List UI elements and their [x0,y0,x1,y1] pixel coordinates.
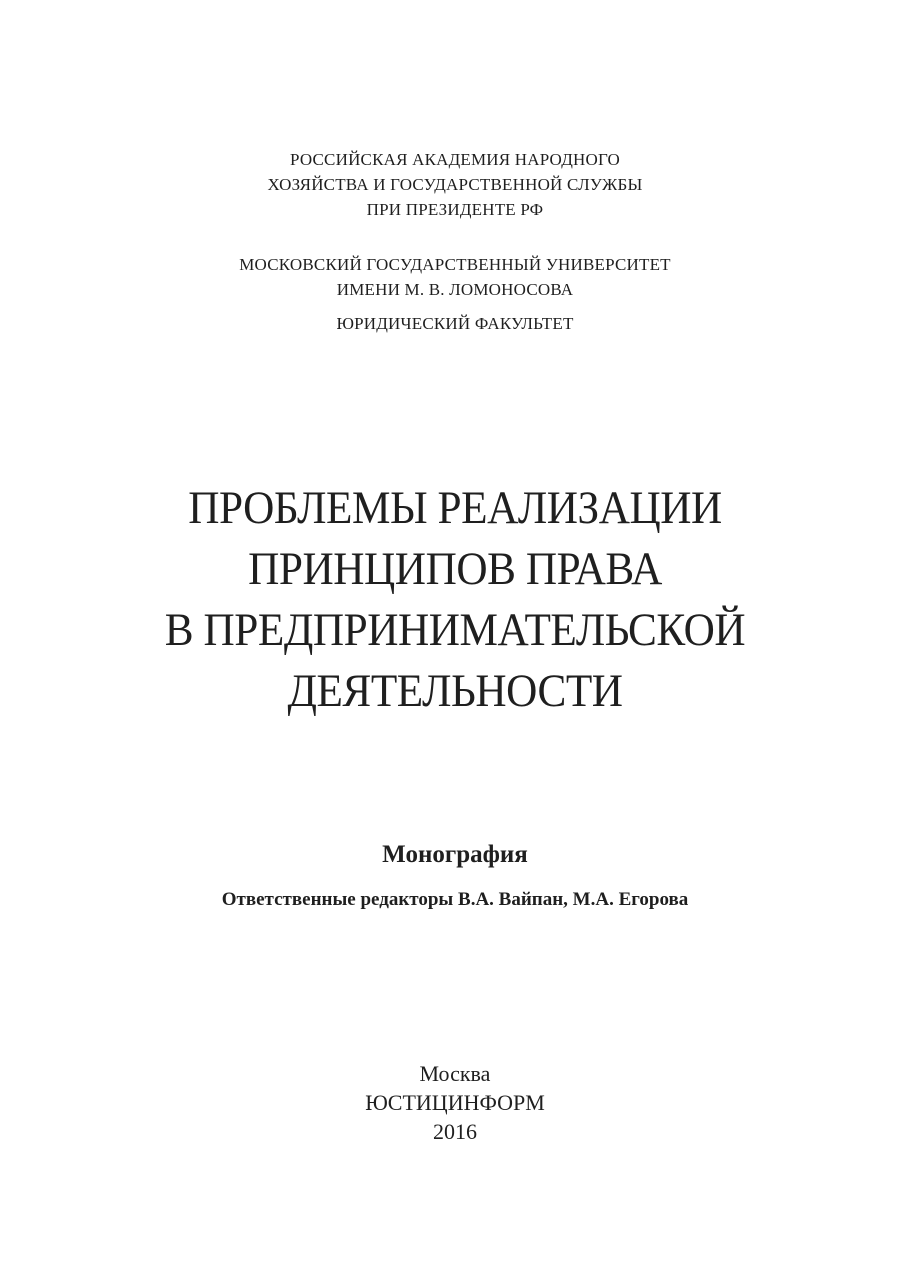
publication-year: 2016 [433,1119,477,1144]
faculty [0,311,910,336]
book-title-line-2: ПРИНЦИПОВ ПРАВА [248,543,662,595]
book-title-line-3: В ПРЕДПРИНИМАТЕЛЬСКОЙ [164,604,746,656]
editors-line: Ответственные редакторы В.А. Вайпан, М.А. Егорова [221,889,689,910]
faculty-name: ЮРИДИЧЕСКИЙ ФАКУЛЬТЕТ [336,314,574,333]
institution-academy [0,147,910,222]
institution-university-line-1: МОСКОВСКИЙ ГОСУДАРСТВЕННЫЙ УНИВЕРСИТЕТ [239,255,671,274]
publication-info [0,1059,910,1146]
institution-academy-line-1: РОССИЙСКАЯ АКАДЕМИЯ НАРОДНОГО [289,150,621,169]
institution-university [0,252,910,302]
institution-academy-line-3: ПРИ ПРЕЗИДЕНТЕ РФ [366,200,544,219]
publisher-name: ЮСТИЦИНФОРМ [365,1090,545,1115]
genre-label: Монография [382,841,528,868]
book-title-line-1: ПРОБЛЕМЫ РЕАЛИЗАЦИИ [188,482,722,534]
book-title-line-4: ДЕЯТЕЛЬНОСТИ [287,665,623,717]
institution-university-line-2: ИМЕНИ М. В. ЛОМОНОСОВА [336,280,574,299]
book-title [0,478,910,722]
publication-city: Москва [419,1061,491,1086]
institution-academy-line-2: ХОЗЯЙСТВА И ГОСУДАРСТВЕННОЙ СЛУЖБЫ [267,175,643,194]
